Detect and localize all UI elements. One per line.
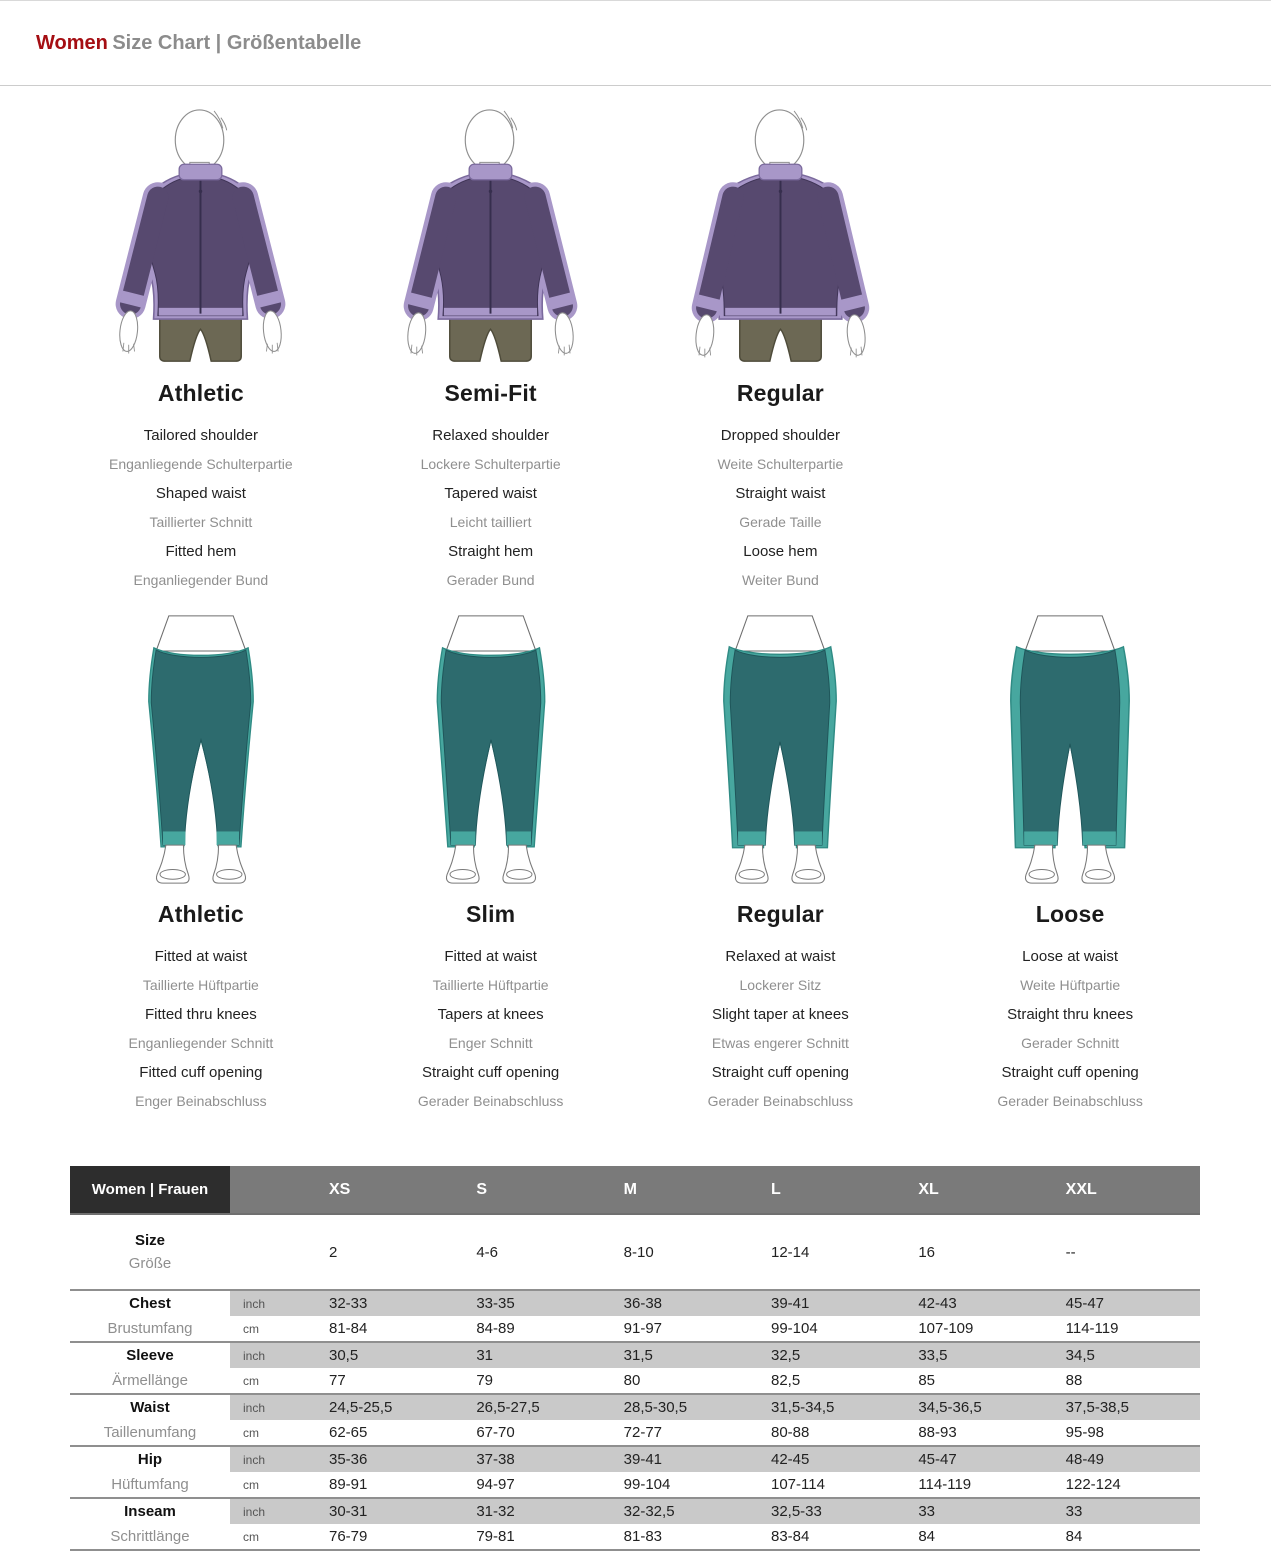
sleeve-cm-value: 79 [463, 1368, 610, 1394]
page-header [0, 0, 1271, 86]
waist-cm-value: 80-88 [758, 1420, 905, 1446]
fit-feature-de: Enganliegender Bund [133, 572, 269, 588]
waist-cm-value: 62-65 [316, 1420, 463, 1446]
sleeve-inch-value: 31 [463, 1342, 610, 1368]
row-label-en: Sleeve [126, 1347, 174, 1364]
table-row-waist-cm [70, 1420, 1200, 1446]
inseam-cm-value: 79-81 [463, 1524, 610, 1550]
sleeve-inch-value: 32,5 [758, 1342, 905, 1368]
row-label-chest-de [70, 1316, 230, 1342]
sleeve-cm-value: 77 [316, 1368, 463, 1394]
chest-cm-value: 99-104 [758, 1316, 905, 1342]
chest-cm-value: 107-109 [905, 1316, 1052, 1342]
waist-inch-value: 26,5-27,5 [463, 1394, 610, 1420]
fit-feature-en: Dropped shoulder [720, 427, 840, 444]
hip-inch-value: 37-38 [463, 1446, 610, 1472]
chest-inch-value: 33-35 [463, 1290, 610, 1316]
hip-cm-value: 99-104 [611, 1472, 758, 1498]
fit-feature-en: Fitted thru knees [145, 1006, 257, 1023]
jacket-fit-title: Athletic [157, 380, 244, 406]
waist-cm-value: 67-70 [463, 1420, 610, 1446]
pants-fit-description [925, 942, 1215, 1116]
table-row-sleeve-cm [70, 1368, 1200, 1394]
jacket-fit-title: Regular [736, 380, 824, 406]
fit-feature-de: Gerader Beinabschluss [997, 1093, 1143, 1109]
page-title [112, 32, 361, 54]
jacket-fit-description [56, 421, 346, 595]
inseam-cm-value: 83-84 [758, 1524, 905, 1550]
row-label-inseam [70, 1498, 230, 1524]
jacket-regular-illustration [668, 108, 893, 368]
waist-inch-value: 31,5-34,5 [758, 1394, 905, 1420]
sleeve-inch-value: 30,5 [316, 1342, 463, 1368]
unit-inch: inch [230, 1446, 316, 1472]
fit-feature-de: Gerader Beinabschluss [707, 1093, 854, 1109]
row-label-waist-de [70, 1420, 230, 1446]
size-value: 12-14 [758, 1214, 905, 1290]
sleeve-cm-value: 82,5 [758, 1368, 905, 1394]
pants-fit-description [636, 942, 926, 1116]
sleeve-inch-value: 34,5 [1053, 1342, 1200, 1368]
table-corner-label: Women | Frauen [70, 1166, 230, 1214]
table-row-size [70, 1214, 1200, 1290]
fit-feature-de: Weiter Bund [741, 572, 819, 588]
row-label-hip-de [70, 1472, 230, 1498]
row-label-sleeve [70, 1342, 230, 1368]
jacket-fit-card-regular [636, 108, 926, 595]
table-row-inseam-cm [70, 1524, 1200, 1550]
hip-inch-value: 48-49 [1053, 1446, 1200, 1472]
unit-cell [230, 1214, 316, 1290]
size-value: 4-6 [463, 1214, 610, 1290]
jacket-fit-description [636, 421, 926, 595]
sleeve-inch-value: 31,5 [611, 1342, 758, 1368]
inseam-inch-value: 32-32,5 [611, 1498, 758, 1524]
fit-feature-en: Straight thru knees [1007, 1006, 1134, 1023]
fit-feature-de: Taillierte Hüftpartie [432, 977, 549, 993]
jacket-fit-title: Semi-Fit [444, 380, 537, 406]
waist-inch-value: 28,5-30,5 [611, 1394, 758, 1420]
hip-cm-value: 89-91 [316, 1472, 463, 1498]
row-label-sleeve-de [70, 1368, 230, 1394]
row-label-waist [70, 1394, 230, 1420]
table-row-hip-inch [70, 1446, 1200, 1472]
fit-feature-de: Gerader Bund [446, 572, 535, 588]
fit-feature-de: Etwas engerer Schnitt [711, 1035, 849, 1051]
table-row-chest-cm [70, 1316, 1200, 1342]
row-label-size [70, 1214, 230, 1290]
fit-feature-en: Fitted hem [165, 543, 237, 560]
fit-feature-en: Straight hem [448, 543, 534, 560]
fit-feature-en: Straight cuff opening [711, 1064, 850, 1081]
waist-inch-value: 34,5-36,5 [905, 1394, 1052, 1420]
hip-cm-value: 94-97 [463, 1472, 610, 1498]
fit-feature-de: Weite Schulterpartie [717, 456, 844, 472]
row-label-chest [70, 1290, 230, 1316]
unit-cm: cm [230, 1316, 316, 1342]
size-col-header-l: L [758, 1166, 905, 1214]
inseam-cm-value: 76-79 [316, 1524, 463, 1550]
chest-cm-value: 84-89 [463, 1316, 610, 1342]
pants-athletic-illustration [96, 611, 306, 889]
inseam-cm-value: 81-83 [611, 1524, 758, 1550]
hip-inch-value: 45-47 [905, 1446, 1052, 1472]
row-label-de: Ärmellänge [112, 1372, 188, 1389]
inseam-inch-value: 31-32 [463, 1498, 610, 1524]
fit-feature-en: Straight waist [735, 485, 826, 502]
pants-figure-regular-icon [636, 611, 926, 889]
unit-inch: inch [230, 1290, 316, 1316]
table-row-sleeve-inch [70, 1342, 1200, 1368]
row-label-en: Size [134, 1232, 165, 1249]
fit-feature-en: Relaxed shoulder [432, 427, 549, 444]
unit-cm: cm [230, 1472, 316, 1498]
size-table-section [70, 1166, 1200, 1551]
chest-inch-value: 36-38 [611, 1290, 758, 1316]
hip-inch-value: 39-41 [611, 1446, 758, 1472]
pants-fit-title: Regular [736, 901, 824, 927]
unit-inch: inch [230, 1498, 316, 1524]
sleeve-inch-value: 33,5 [905, 1342, 1052, 1368]
fit-feature-en: Fitted cuff opening [139, 1064, 263, 1081]
jacket-fit-description [346, 421, 636, 595]
fit-feature-en: Tapered waist [444, 485, 537, 502]
pants-fit-description [346, 942, 636, 1116]
hip-cm-value: 122-124 [1053, 1472, 1200, 1498]
fit-feature-de: Gerader Beinabschluss [417, 1093, 564, 1109]
unit-inch: inch [230, 1394, 316, 1420]
fit-feature-de: Weite Hüftpartie [1020, 977, 1121, 993]
unit-cm: cm [230, 1368, 316, 1394]
row-label-en: Hip [137, 1451, 163, 1468]
sleeve-cm-value: 88 [1053, 1368, 1200, 1394]
page-title-text: Size Chart | Größentabelle [112, 32, 362, 54]
hip-cm-value: 107-114 [758, 1472, 905, 1498]
fit-feature-de: Taillierter Schnitt [149, 514, 253, 530]
jacket-grid-spacer [925, 108, 1215, 595]
table-row-inseam-inch [70, 1498, 1200, 1524]
waist-inch-value: 37,5-38,5 [1053, 1394, 1200, 1420]
size-col-header-xl: XL [905, 1166, 1052, 1214]
chest-inch-value: 32-33 [316, 1290, 463, 1316]
fit-feature-de: Enger Schnitt [448, 1035, 533, 1051]
inseam-inch-value: 32,5-33 [758, 1498, 905, 1524]
hip-cm-value: 114-119 [905, 1472, 1052, 1498]
fit-feature-en: Loose at waist [1022, 948, 1119, 965]
pants-fit-title: Athletic [157, 901, 244, 927]
fit-feature-en: Shaped waist [155, 485, 246, 502]
pants-fit-card-slim [346, 611, 636, 1116]
pants-regular-illustration [675, 611, 885, 889]
sleeve-cm-value: 80 [611, 1368, 758, 1394]
pants-fit-card-athletic [56, 611, 346, 1116]
fit-feature-en: Loose hem [743, 543, 818, 560]
fit-feature-en: Tailored shoulder [143, 427, 258, 444]
fit-feature-de: Lockerer Sitz [739, 977, 822, 993]
inseam-inch-value: 33 [1053, 1498, 1200, 1524]
size-table [70, 1166, 1200, 1551]
fit-feature-en: Slight taper at knees [711, 1006, 849, 1023]
sleeve-cm-value: 85 [905, 1368, 1052, 1394]
fit-feature-de: Taillierte Hüftpartie [142, 977, 259, 993]
pants-fit-title: Loose [1035, 901, 1105, 927]
inseam-cm-value: 84 [905, 1524, 1052, 1550]
row-label-en: Waist [130, 1399, 170, 1416]
hip-inch-value: 35-36 [316, 1446, 463, 1472]
chest-cm-value: 114-119 [1053, 1316, 1200, 1342]
jacket-figure-athletic-icon [56, 108, 346, 368]
table-row-hip-cm [70, 1472, 1200, 1498]
jacket-fit-card-athletic [56, 108, 346, 595]
row-label-inseam-de [70, 1524, 230, 1550]
jacket-fit-section [56, 86, 1215, 595]
jacket-figure-semi-fit-icon [346, 108, 636, 368]
pants-fit-card-regular [636, 611, 926, 1116]
fit-feature-en: Straight cuff opening [1001, 1064, 1139, 1081]
inseam-inch-value: 30-31 [316, 1498, 463, 1524]
chest-inch-value: 45-47 [1053, 1290, 1200, 1316]
size-value: -- [1053, 1214, 1200, 1290]
unit-inch: inch [230, 1342, 316, 1368]
fit-feature-en: Relaxed at waist [725, 948, 836, 965]
size-value: 16 [905, 1214, 1052, 1290]
inseam-cm-value: 84 [1053, 1524, 1200, 1550]
fit-feature-de: Gerader Schnitt [1021, 1035, 1120, 1051]
size-col-header-xxl: XXL [1053, 1166, 1200, 1214]
jacket-fit-card-semi-fit [346, 108, 636, 595]
row-label-de: Schrittlänge [110, 1528, 190, 1545]
table-unit-header [230, 1166, 316, 1214]
jacket-figure-regular-icon [636, 108, 926, 368]
unit-cm: cm [230, 1420, 316, 1446]
pants-figure-loose-icon [925, 611, 1215, 889]
pants-fit-title: Slim [465, 901, 516, 927]
pants-fit-description [56, 942, 346, 1116]
row-label-de: Brustumfang [107, 1320, 193, 1337]
size-col-header-m: M [611, 1166, 758, 1214]
fit-feature-de: Enger Beinabschluss [135, 1093, 267, 1109]
row-label-de: Taillenumfang [103, 1424, 197, 1441]
chest-inch-value: 42-43 [905, 1290, 1052, 1316]
unit-cm: cm [230, 1524, 316, 1550]
chest-cm-value: 91-97 [611, 1316, 758, 1342]
size-table-header-row [70, 1166, 1200, 1214]
pants-fit-card-loose [925, 611, 1215, 1116]
fit-feature-en: Tapers at knees [437, 1006, 544, 1023]
fit-feature-de: Leicht tailliert [449, 514, 532, 530]
size-col-header-xs: XS [316, 1166, 463, 1214]
row-label-de: Hüftumfang [111, 1476, 189, 1493]
row-label-hip [70, 1446, 230, 1472]
jacket-semi-fit-illustration [378, 108, 603, 368]
pants-slim-illustration [386, 611, 596, 889]
size-col-header-s: S [463, 1166, 610, 1214]
pants-fit-section [56, 595, 1215, 1116]
waist-cm-value: 95-98 [1053, 1420, 1200, 1446]
fit-feature-de: Lockere Schulterpartie [420, 456, 561, 472]
chest-inch-value: 39-41 [758, 1290, 905, 1316]
fit-feature-en: Fitted at waist [444, 948, 537, 965]
fit-feature-de: Enganliegende Schulterpartie [109, 456, 293, 472]
fit-feature-de: Enganliegender Schnitt [128, 1035, 274, 1051]
fit-feature-en: Fitted at waist [154, 948, 248, 965]
size-value: 8-10 [611, 1214, 758, 1290]
pants-figure-athletic-icon [56, 611, 346, 889]
size-value: 2 [316, 1214, 463, 1290]
table-row-chest-inch [70, 1290, 1200, 1316]
row-label-en: Chest [129, 1295, 171, 1312]
page-title-brand: Women [36, 32, 108, 54]
fit-feature-en: Straight cuff opening [421, 1064, 560, 1081]
inseam-inch-value: 33 [905, 1498, 1052, 1524]
row-label-en: Inseam [124, 1503, 176, 1520]
hip-inch-value: 42-45 [758, 1446, 905, 1472]
chest-cm-value: 81-84 [316, 1316, 463, 1342]
waist-cm-value: 88-93 [905, 1420, 1052, 1446]
row-label-de: Größe [128, 1255, 172, 1272]
jacket-athletic-illustration [88, 108, 313, 368]
pants-figure-slim-icon [346, 611, 636, 889]
table-row-waist-inch [70, 1394, 1200, 1420]
waist-cm-value: 72-77 [611, 1420, 758, 1446]
fit-feature-de: Gerade Taille [739, 514, 822, 530]
pants-loose-illustration [965, 611, 1175, 889]
waist-inch-value: 24,5-25,5 [316, 1394, 463, 1420]
